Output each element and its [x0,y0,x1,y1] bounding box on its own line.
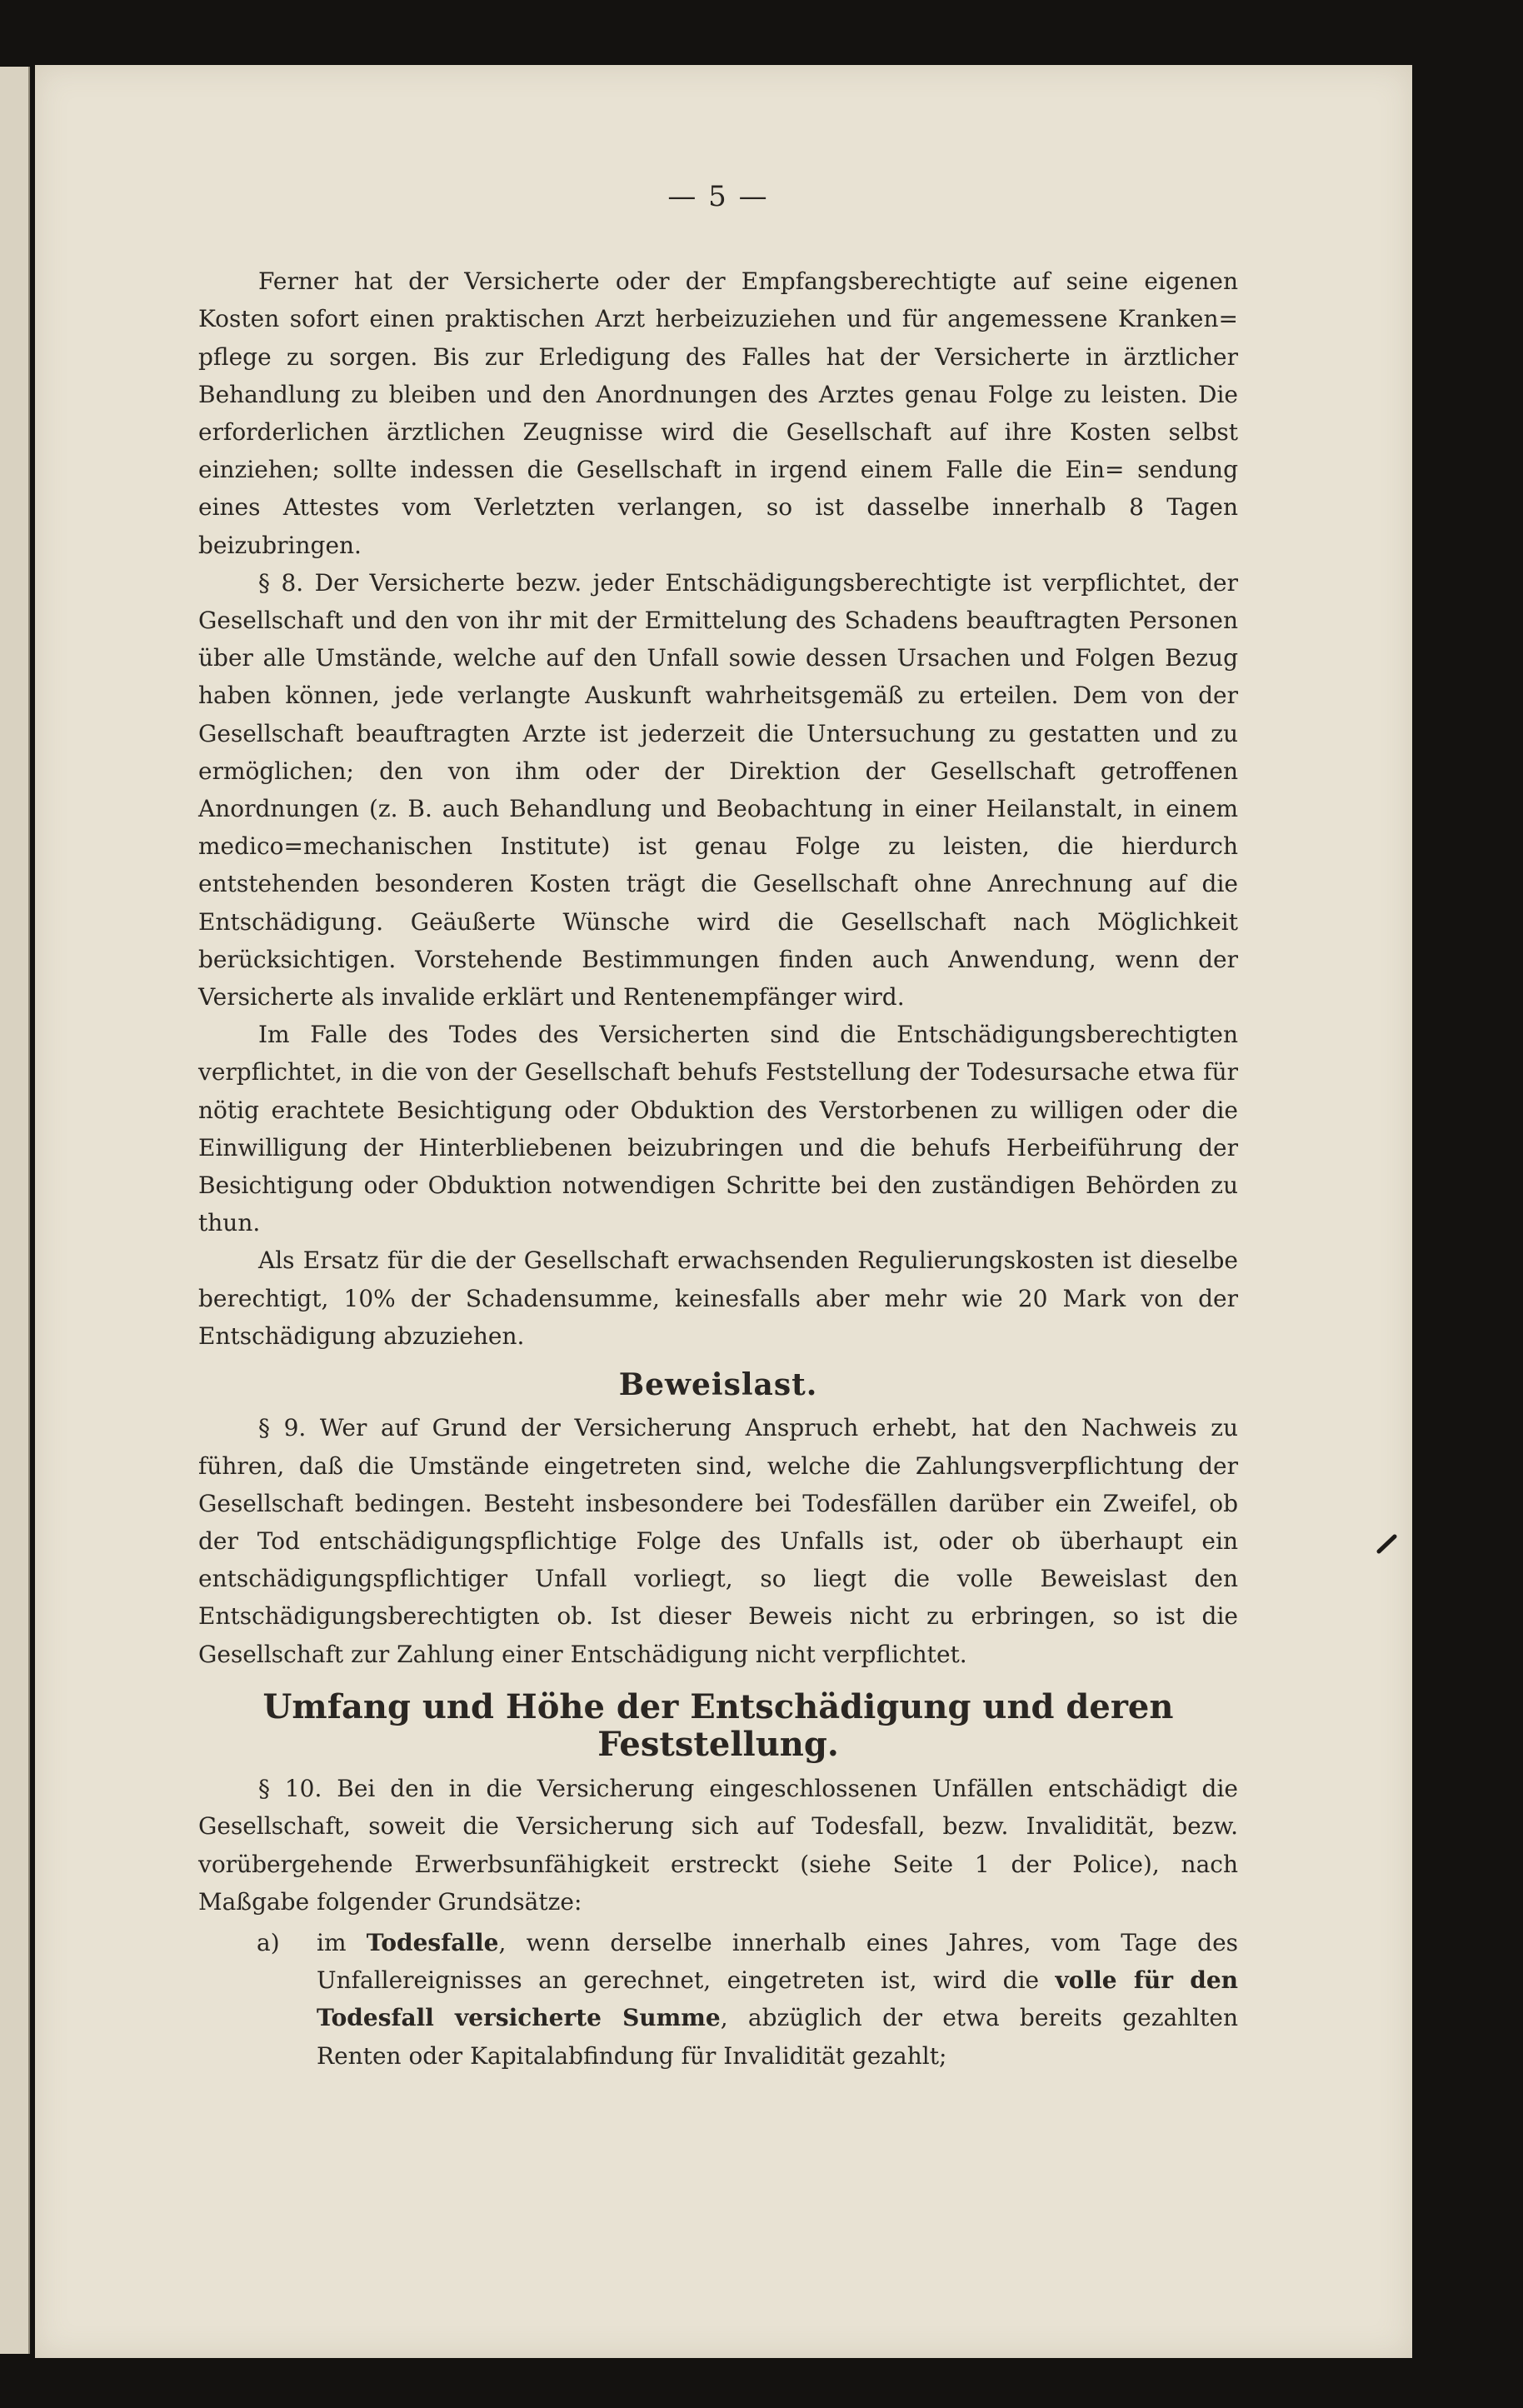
previous-page-edge [0,67,30,2354]
paragraph-section-9: § 9. Wer auf Grund der Versicherung Anspruch erhebt, hat den Nachweis zu führen, daß die Umstände eingetreten sind, welche die Zahlungsverpflichtung der Gesellschaft bedingen. Besteht insbesondere bei Todesfällen darüber ein Zweifel, ob der Tod entschädigungspflichtige Folge des Unfalls ist, oder ob überhaupt ein entschädigungspflichtiger Unfall vorliegt, so liegt die volle Beweislast den Entschädigungsberechtigten ob. Ist dieser Beweis nicht zu erbringen, so ist die Gesellschaft zur Zahlung einer Entschädigung nicht verpflichtet. [198,1414,1238,1668]
pencil-mark-icon [1376,1533,1398,1555]
page-text-block [198,178,1238,2075]
list-item-bold-todesfalle: Todesfalle [366,1928,499,1956]
paragraph-section-8: § 8. Der Versicherte bezw. jeder Entschädigungsberechtigte ist verpflichtet, der Gesellschaft und den von ihr mit der Ermittelung des Schadens beauftragten Personen über alle Umstände, welche auf den Unfall sowie dessen Ursachen und Folgen Bezug haben können, jede verlangte Auskunft wahrheitsgemäß zu erteilen. Dem von der Gesellschaft beauftragten Arzte ist jederzeit die Untersuchung zu gestatten und zu ermöglichen; den von ihm oder der Direktion der Gesellschaft getroffenen Anordnungen (z. B. auch Behandlung und Beobachtung in einer Heilanstalt, in einem medico=mechanischen Institute) ist genau Folge zu leisten, die hierdurch entstehenden besonderen Kosten trägt die Gesellschaft ohne Anrechnung auf die Entschädigung. Geäußerte Wünsche wird die Gesellschaft nach Möglichkeit berücksichtigen. Vorstehende Bestimmungen finden auch Anwendung, wenn der Versicherte als invalide erklärt und Rentenempfänger wird. [198,568,1238,1012]
heading-beweislast: Beweislast. [618,1367,818,1403]
list-item-text-start: im [317,1928,367,1956]
list-item-a [198,1924,1238,2075]
paragraph-death-case: Im Falle des Todes des Versicherten sind die Entschädigungsberechtigten verpflichtet, in die von der Gesellschaft behufs Feststellung der Todesursache etwa für nötig erachtete Besichtigung oder Obduktion des Verstorbenen zu willigen oder die Einwilligung der Hinterbliebenen beizubringen und die behufs Herbeiführung der Besichtigung oder Obduktion notwendigen Schritte bei den zuständigen Behörden zu thun. [198,1021,1238,1237]
paragraph-section-10: § 10. Bei den in die Versicherung eingeschlossenen Unfällen entschädigt die Gesellschaft, soweit die Versicherung sich auf Todesfall, bezw. Invalidität, bezw. vorübergehende Erwerbsunfähigkeit erstreckt (siehe Seite 1 der Police), nach Maßgabe folgender Grundsätze: [198,1775,1238,1916]
list-item-text-middle: , wenn derselbe innerhalb eines Jahres, vom Tage des Unfallereignisses an gerechnet, eingetreten ist, wird die [317,1928,1239,1995]
page [35,65,1412,2358]
paragraph-medical-care: Ferner hat der Versicherte oder der Empfangsberechtigte auf seine eigenen Kosten sofort einen praktischen Arzt herbeizuziehen und für angemessene Kranken= pflege zu sorgen. Bis zur Erledigung des Falles hat der Versicherte in ärztlicher Behandlung zu bleiben und den Anordnungen des Arztes genau Folge zu leisten. Die erforderlichen ärztlichen Zeugnisse wird die Gesellschaft auf ihre Kosten selbst einziehen; sollte indessen die Gesellschaft in irgend einem Falle die Ein= sendung eines Attestes vom Verletzten verlangen, so ist dasselbe innerhalb 8 Tagen beizubringen. [198,267,1238,559]
paragraph-regulation-costs: Als Ersatz für die der Gesellschaft erwachsenden Regulierungskosten ist dieselbe berechtigt, 10% der Schadensumme, keinesfalls aber mehr wie 20 Mark von der Entschädigung abzuziehen. [198,1246,1238,1350]
list-item-bold-summe: volle für den Todesfall versicherte Summe [317,1966,1239,2032]
list-item-text-end: , abzüglich der etwa bereits gezahlten Renten oder Kapitalabfindung für Invalidität gezahlt; [317,2004,1238,2070]
list-item-label: a) [257,1928,280,1956]
heading-umfang: Umfang und Höhe der Entschädigung und deren Feststellung. [262,1686,1174,1764]
page-number: — 5 — [667,180,769,213]
list-item-body [317,1924,1238,2075]
